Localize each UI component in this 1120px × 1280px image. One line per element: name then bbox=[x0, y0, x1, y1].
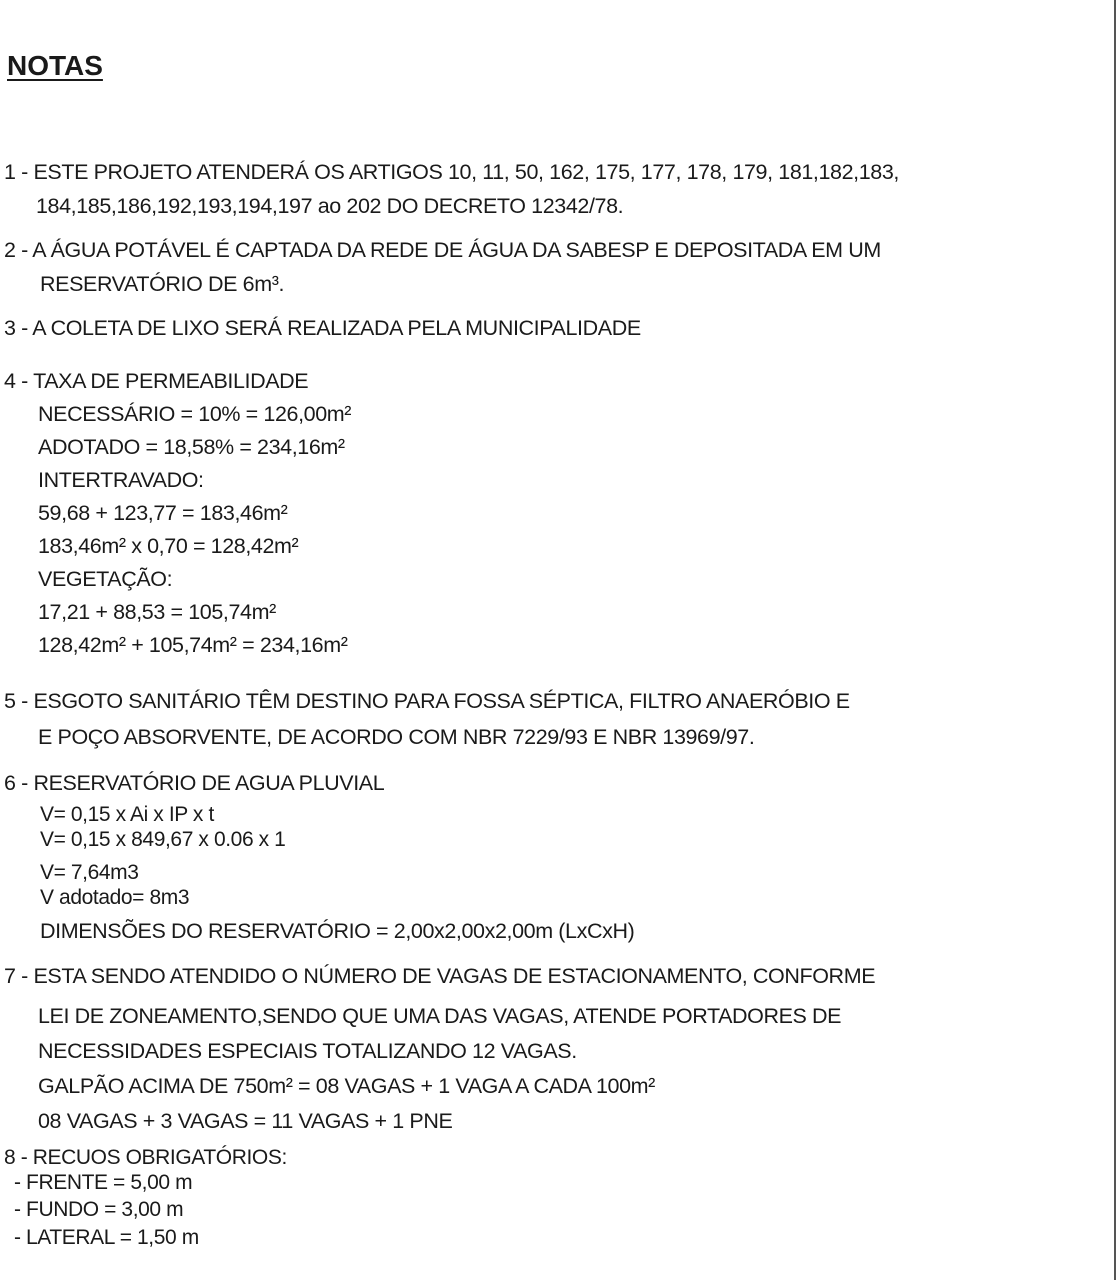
note-3-line-1: 3 - A COLETA DE LIXO SERÁ REALIZADA PELA MUNICIPALIDADE bbox=[4, 316, 641, 340]
note-5-line-1: 5 - ESGOTO SANITÁRIO TÊM DESTINO PARA FOSSA SÉPTICA, FILTRO ANAERÓBIO E bbox=[4, 689, 850, 713]
note-6-line-3: V= 0,15 x 849,67 x 0.06 x 1 bbox=[40, 828, 286, 851]
note-7-line-2: LEI DE ZONEAMENTO,SENDO QUE UMA DAS VAGAS, ATENDE PORTADORES DE bbox=[38, 1004, 842, 1028]
note-6-line-5: V adotado= 8m3 bbox=[40, 886, 190, 909]
note-8-line-1: 8 - RECUOS OBRIGATÓRIOS: bbox=[4, 1146, 287, 1169]
page-border bbox=[1114, 0, 1116, 1280]
note-6-line-2: V= 0,15 x Ai x IP x t bbox=[40, 803, 214, 826]
note-6-line-6: DIMENSÕES DO RESERVATÓRIO = 2,00x2,00x2,00m (LxCxH) bbox=[40, 919, 635, 943]
note-4-line-4: INTERTRAVADO: bbox=[38, 468, 204, 492]
note-7-line-4: GALPÃO ACIMA DE 750m² = 08 VAGAS + 1 VAGA A CADA 100m² bbox=[38, 1074, 655, 1098]
note-7-line-3: NECESSIDADES ESPECIAIS TOTALIZANDO 12 VAGAS. bbox=[38, 1039, 577, 1063]
note-7-line-5: 08 VAGAS + 3 VAGAS = 11 VAGAS + 1 PNE bbox=[38, 1109, 453, 1133]
note-4-line-3: ADOTADO = 18,58% = 234,16m² bbox=[38, 435, 345, 459]
note-4-line-5: 59,68 + 123,77 = 183,46m² bbox=[38, 501, 288, 525]
note-8-line-2: - FRENTE = 5,00 m bbox=[14, 1171, 193, 1194]
note-8-line-3: - FUNDO = 3,00 m bbox=[14, 1198, 184, 1221]
note-4-line-1: 4 - TAXA DE PERMEABILIDADE bbox=[4, 369, 309, 393]
note-8-line-4: - LATERAL = 1,50 m bbox=[14, 1226, 199, 1249]
note-4-line-2: NECESSÁRIO = 10% = 126,00m² bbox=[38, 402, 352, 426]
note-1-line-2: 184,185,186,192,193,194,197 ao 202 DO DECRETO 12342/78. bbox=[36, 194, 624, 218]
note-6-line-4: V= 7,64m3 bbox=[40, 861, 139, 884]
note-6-line-1: 6 - RESERVATÓRIO DE AGUA PLUVIAL bbox=[4, 771, 385, 795]
note-4-line-8: 17,21 + 88,53 = 105,74m² bbox=[38, 600, 276, 624]
note-4-line-7: VEGETAÇÃO: bbox=[38, 567, 173, 591]
note-2-line-1: 2 - A ÁGUA POTÁVEL É CAPTADA DA REDE DE ÁGUA DA SABESP E DEPOSITADA EM UM bbox=[4, 238, 881, 262]
note-4-line-9: 128,42m² + 105,74m² = 234,16m² bbox=[38, 633, 348, 657]
note-1-line-1: 1 - ESTE PROJETO ATENDERÁ OS ARTIGOS 10, 11, 50, 162, 175, 177, 178, 179, 181,182,183, bbox=[4, 160, 899, 184]
note-7-line-1: 7 - ESTA SENDO ATENDIDO O NÚMERO DE VAGAS DE ESTACIONAMENTO, CONFORME bbox=[4, 964, 876, 988]
note-5-line-2: E POÇO ABSORVENTE, DE ACORDO COM NBR 7229/93 E NBR 13969/97. bbox=[38, 725, 755, 749]
page-title: NOTAS bbox=[7, 50, 103, 81]
note-2-line-2: RESERVATÓRIO DE 6m³. bbox=[40, 272, 285, 296]
note-4-line-6: 183,46m² x 0,70 = 128,42m² bbox=[38, 534, 299, 558]
